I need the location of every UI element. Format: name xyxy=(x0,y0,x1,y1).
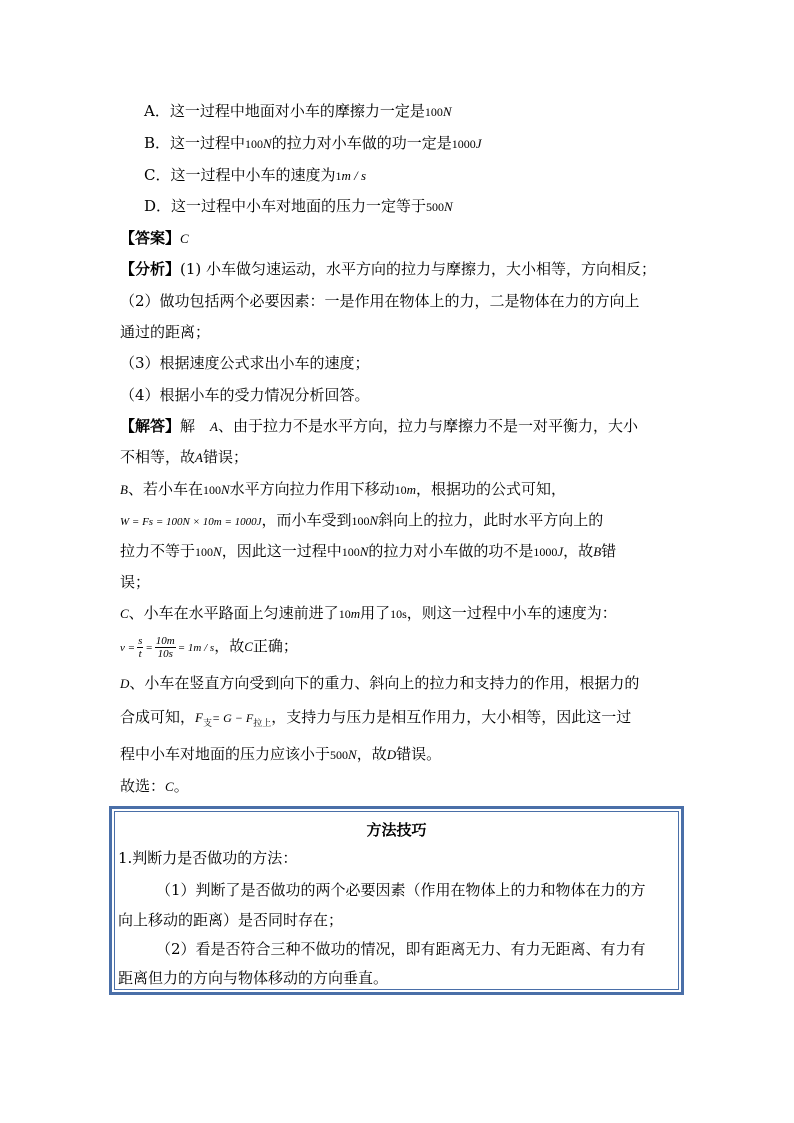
solution-c-line-1: C、小车在水平路面上匀速前进了10m用了10s，则这一过程中小车的速度为： xyxy=(120,604,617,622)
analysis-line-5: （4）根据小车的受力情况分析回答。 xyxy=(120,386,370,404)
option-d: D．这一过程中小车对地面的压力一定等于500N xyxy=(144,197,453,215)
solution-d-line-1: D、小车在竖直方向受到向下的重力、斜向上的拉力和支持力的作用，根据力的 xyxy=(120,674,640,692)
tips-line-5: 距离但力的方向与物体移动的方向垂直。 xyxy=(118,969,389,987)
fraction-s-over-t: $\frac{s}{t}$ xyxy=(138,634,143,660)
analysis-line-4: （3）根据速度公式求出小车的速度； xyxy=(120,354,370,372)
analysis-line-2: （2）做功包括两个必要因素：一是作用在物体上的力，二是物体在力的方向上 xyxy=(120,292,640,310)
option-a: A．这一过程中地面对小车的摩擦力一定是100N xyxy=(144,102,452,120)
solution-b-line-4: 误； xyxy=(120,573,151,591)
tips-line-3: 向上移动的距离）是否同时存在； xyxy=(118,911,344,929)
analysis-line-3: 通过的距离； xyxy=(120,323,211,341)
method-tips-box xyxy=(109,806,684,995)
answer-line: 【答案】C xyxy=(120,229,189,247)
tips-line-1: 1.判断力是否做功的方法： xyxy=(118,849,298,867)
solution-c-line-2: v = $\frac{s}{t}$ = $\frac{10m}{10s}$ = 1m / s，故C正确； xyxy=(120,634,298,660)
option-b: B．这一过程中100N的拉力对小车做的功一定是1000J xyxy=(144,134,482,152)
solution-a-line-2: 不相等，故A错误； xyxy=(120,448,248,466)
tips-line-2: （1）判断了是否做功的两个必要因素（作用在物体上的力和物体在力的方 xyxy=(156,881,646,899)
analysis-line-1: 【分析】(1) 小车做匀速运动，水平方向的拉力与摩擦力，大小相等，方向相反； xyxy=(120,260,657,278)
choice-line: 故选：C。 xyxy=(120,777,189,795)
solution-d-line-3: 程中小车对地面的压力应该小于500N，故D错误。 xyxy=(120,745,442,763)
solution-b-line-1: B、若小车在100N水平方向拉力作用下移动10m，根据功的公式可知， xyxy=(120,480,567,498)
option-c: C．这一过程中小车的速度为1m / s xyxy=(144,166,367,184)
solution-b-line-3: 拉力不等于100N，因此这一过程中100N的拉力对小车做的功不是1000J，故B错 xyxy=(120,542,617,560)
fraction-10m-over-10s: $\frac{10m}{10s}$ xyxy=(155,634,175,660)
tips-line-4: （2）看是否符合三种不做功的情况，即有距离无力、有力无距离、有力有 xyxy=(156,940,646,958)
solution-d-line-2: 合成可知，$F_支= G - F_{拉上}$，支持力与压力是相互作用力，大小相等，因此这一过 xyxy=(120,708,632,729)
solution-b-line-2: W = Fs = 100N × 10m = 1000J，而小车受到100N斜向上的拉力，此时水平方向上的 xyxy=(120,511,604,529)
method-tips-title: 方法技巧 xyxy=(366,821,427,839)
solution-a-line-1: 【解答】解 A、由于拉力不是水平方向，拉力与摩擦力不是一对平衡力，大小 xyxy=(120,417,638,435)
